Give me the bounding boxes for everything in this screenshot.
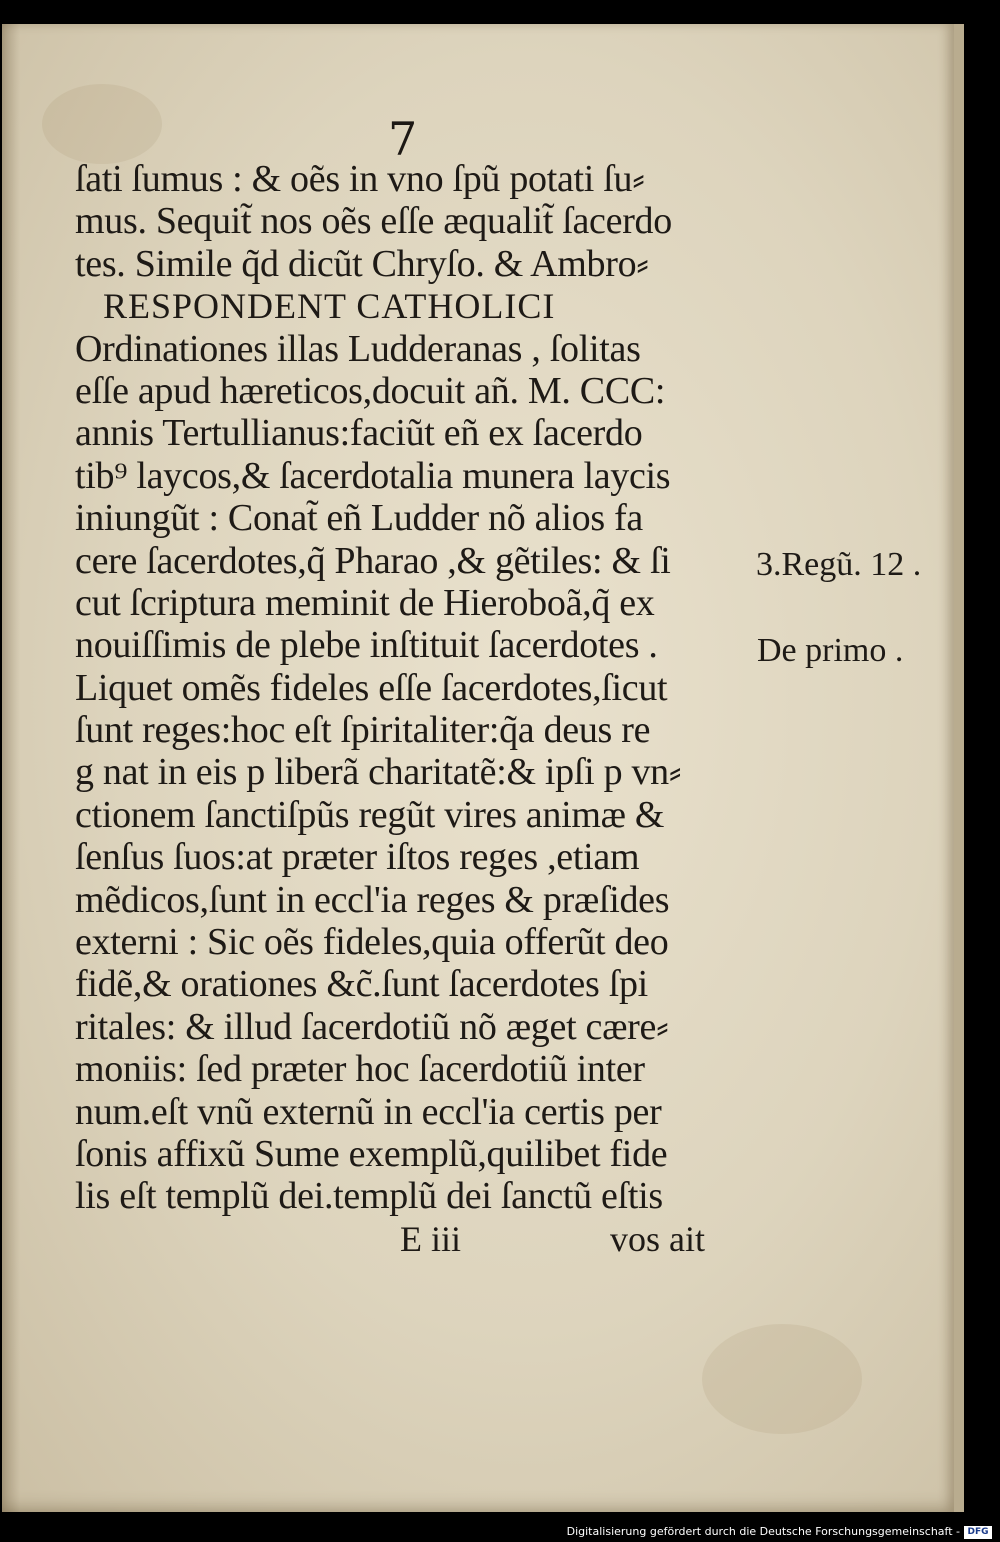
text-line: moniis: ſed præter hoc ſacerdotiũ inter bbox=[75, 1048, 645, 1091]
paper-stain bbox=[42, 84, 162, 164]
text-line: num.eſt vnũ externũ in eccl'ia certis per bbox=[75, 1090, 662, 1133]
text-line: nouiſſimis de plebe inſtituit ſacerdotes . bbox=[75, 624, 658, 667]
digitization-credit: Digitalisierung gefördert durch die Deutsche Forschungsgemeinschaft - bbox=[566, 1525, 960, 1538]
text-line: mẽdicos,ſunt in eccl'ia reges & præſides bbox=[75, 878, 670, 921]
text-line: annis Tertullianus:faciũt eñ ex ſacerdo bbox=[75, 412, 643, 455]
text-line: ſati ſumus : & oẽs in vno ſpũ potati ſu⸗ bbox=[75, 158, 645, 200]
text-line: cut ſcriptura meminit de Hieroboã,q̃ ex bbox=[75, 581, 655, 624]
margin-note-topic: De primo . bbox=[757, 632, 904, 669]
text-line: iniungũt : Conat̃ eñ Ludder nõ alios fa bbox=[75, 497, 643, 540]
dfg-logo: DFG bbox=[964, 1526, 992, 1539]
text-line: cere ſacerdotes,q̃ Pharao ,& gẽtiles: & ſi bbox=[75, 539, 671, 582]
text-line: Ordinationes illas Ludderanas , ſolitas bbox=[75, 327, 641, 370]
text-line: Liquet omẽs fideles eſſe ſacerdotes,ſicut bbox=[75, 666, 668, 709]
gutter-shadow bbox=[2, 24, 20, 1512]
text-line: tes. Simile q̃d dicũt Chryſo. & Ambro⸗ bbox=[75, 242, 649, 285]
signature-mark: E iii bbox=[400, 1219, 461, 1259]
section-heading: RESPONDENT CATHOLICI bbox=[103, 286, 556, 327]
text-line: ſonis affixũ Sume exemplũ,quilibet fide bbox=[75, 1132, 668, 1175]
text-line: mus. Sequit̃ nos oẽs eſſe æqualit̃ ſacerdo bbox=[75, 200, 672, 243]
text-line: ſenſus ſuos:at præter iſtos reges ,etiam bbox=[75, 836, 640, 879]
text-line: externi : Sic oẽs fideles,quia offerũt deo bbox=[75, 921, 669, 964]
text-line: g nat in eis p liberã charitatẽ:& ipſi p vn⸗ bbox=[75, 751, 682, 794]
paper-stain bbox=[702, 1324, 862, 1434]
text-line: ctionem ſanctiſpũs regũt vires animæ & bbox=[75, 793, 665, 836]
main-text-block bbox=[75, 158, 765, 1218]
text-line: ſunt reges:hoc eſt ſpiritaliter:q̃a deus re bbox=[75, 709, 651, 752]
text-line: ritales: & illud ſacerdotiũ nõ æget cære⸗ bbox=[75, 1005, 669, 1048]
margin-note-reference: 3.Regũ. 12 . bbox=[756, 546, 922, 583]
text-line: lis eſt templũ dei.templũ dei ſanctũ eſtis bbox=[75, 1175, 663, 1218]
catchword: vos ait bbox=[610, 1219, 705, 1259]
folio-number: 7 bbox=[388, 112, 418, 166]
text-line: tib⁹ laycos,& ſacerdotalia munera laycis bbox=[75, 454, 671, 497]
text-line: eſſe apud hæreticos,docuit añ. M. CCC: bbox=[75, 369, 666, 412]
text-line: fidẽ,& orationes &c̃.ſunt ſacerdotes ſpi bbox=[75, 963, 648, 1006]
